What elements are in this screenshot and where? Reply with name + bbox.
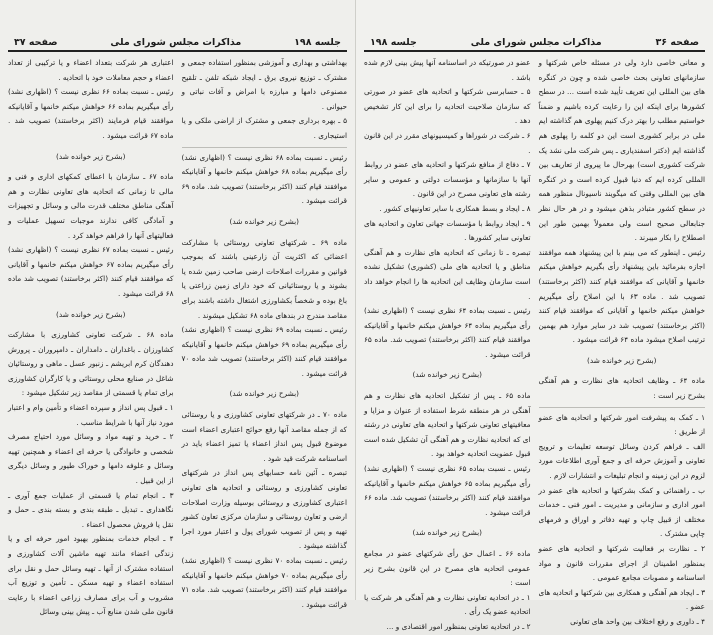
text-columns — [8, 56, 347, 620]
page-number: صفحه ۳۷ — [14, 37, 58, 48]
article-70: ماده ۷۰ ـ در شرکتهای تعاونی کشاورزی و یا روستائی که از جمله مقاصد آنها رفع حوائج اعتباری اعضاء است موضوع قبول پس انداز اعضاء یا تمیز اعضاء باید در اساسنامه شرکت قید شود . — [181, 410, 347, 463]
reading-note: (بشرح زیر خوانده شد) — [56, 151, 126, 161]
clause: ۷ ـ دفاع از منافع شرکتها و اتحادیه های عضو در روابط آنها با سازمانها و مؤسسات دولتی و عمومی و سایر رشته های تعاونی مصرح در این قانون . — [364, 160, 531, 199]
page-number: صفحه ۳۶ — [655, 37, 699, 48]
clause: ۱ ـ کمک به پیشرفت امور شرکتها و اتحادیه های عضو از طریق : — [538, 412, 705, 437]
speaker-paragraph: رئیس ـ نسبت بماده ۶۹ نظری نیست ؟ (اظهاری نشد) رأی میگیریم بماده ۶۹ خواهش میکنم خانمها و آقایانیکه موافقند قیام کنند (اکثر برخاستند) تصویب شد ماده ۷۰ قرائت میشود . — [181, 325, 347, 378]
text-column-right — [539, 56, 706, 635]
reading-note: (بشرح زیر خوانده شد) — [412, 528, 482, 538]
paragraph: ۵ ـ بهره برداری جمعی و مشترک از اراضی ملکی و یا استیجاری . — [181, 116, 347, 140]
publication-title: مذاکرات مجلس شورای ملی — [470, 37, 602, 48]
divider — [539, 407, 706, 408]
page-37 — [0, 0, 356, 617]
reading-note: (بشرح زیر خوانده شد) — [56, 309, 126, 319]
speaker-paragraph: رئیس ـ نسبت بماده ۷۰ نظری نیست ؟ (اظهاری نشد) رأی میگیریم بماده ۷۰ خواهش میکنم خانمها و آقایانیکه موافقند قیام کنند (اکثر برخاستند) تصویب شد. ماده ۷۱ قرائت میشود . — [181, 556, 347, 609]
article-68: ماده ۶۸ ـ شرکت تعاونی کشاورزی با مشارکت کشاورزان ـ باغداران ـ دامداران ـ دامپروران ـ پرورش دهندگان کرم ابریشم ـ زنبور عسل ـ ماهی و روستائیان شاغل در صنایع محلی روستائی و یا کارگران کشاورزی برای تمام یا قسمتی از مقاصد زیر تشکیل میشود : — [8, 330, 174, 398]
text-column-left — [364, 56, 531, 635]
reading-note: (بشرح زیر خوانده شد) — [587, 355, 657, 365]
text-columns — [364, 56, 705, 635]
article-69: ماده ۶۹ ـ شرکتهای تعاونی روستائی با مشارکت اعضائی که اکثریت آن زارعینی باشند که بموجب قوانین و مقررات اصلاحات ارضی صاحب زمین شده یا بشوند و یا روستائیانی که خود دارای زمین زراعتی یا باغ بوده و شخصاً بکشاورزی اشتغال داشته باشند برای مقاصد مندرج در بندهای ماده ۶۸ تشکیل میشوند . — [181, 237, 347, 320]
article-67: ماده ۶۷ ـ سازمان با اعطای کمکهای اداری و فنی و مالی تا زمانی که اتحادیه های تعاونی نظارت و هم آهنگی مناطق مختلف قدرت مالی و وسائل و تجهیزات و آمادگی کافی ندارند موجبات تسهیل عملیات و فعالیتهای آنها را فراهم خواهد کرد . — [8, 172, 174, 240]
paragraph: بهداشتی و بهداری و آموزشی بمنظور استفاده جمعی و مشترک ـ توزیع نیروی برق ـ ایجاد شبکه تلفن ـ تلقیح مصنوعی دامها و مبارزه با امراض و آفات نباتی و حیوانی . — [181, 58, 347, 111]
clause: الف ـ فراهم کردن وسائل توسعه تعلیمات و ترویج تعاونی و آموزش حرفه ای و جمع آوری اطلاعات مورد لزوم در این زمینه و انجام تبلیغات و انتشارات لازم . — [538, 441, 705, 481]
clause: ۹ ـ ایجاد روابط با مؤسسات جهانی تعاون و اتحادیه های تعاونی سایر کشورها . — [364, 218, 531, 243]
paragraph: و معانی خاصی دارد ولی در مسئله خاص شرکتها و سازمانهای تعاونی بحث خاصی شده و چون در کنگره های بین المللی این تعریف تأیید شده است ... در سطح کشورها برای اینکه این را رعایت کرده باشیم و ضمناً خواستیم مطلب را بهتر درک کنیم پهلوی هم گذاشته ایم ملی در برابر کشوری است این دو کلمه را پهلوی هم گذاشته ایم (دکتر اسفندیاری ـ پس شرکت ملی نشد یک شرکت کشوری است) بهرحال ما پیروی از تعاریف بین المللی کرده ایم که دنیا قبول کرده است و در کنگره های بین المللی وقتی که میگویند ناسیونال منظور همه در سطح کشور متبادر بذهن میشود و در هر حال نظر جنابعالی صحیح است ولی معمولاً بهمین طور این اصطلاح را بکار میبرند . — [538, 58, 705, 243]
page-36 — [356, 0, 713, 631]
clause: ۲ ـ خرید و تهیه مواد و وسائل مورد احتیاج مصرف شخصی و خانوادگی یا حرفه ای اعضاء و همچنین تهیه وسائل و علوفه دامها و خوراک طیور و وسائل دیگری از این قبیل . — [8, 432, 174, 486]
note-paragraph: تبصره ـ آئین نامه حسابهای پس انداز در شرکتهای تعاونی کشاورزی و روستائی و اتحادیه های تعاونی اعتباری کشاورزی و روستائی بوسیله وزارت اصلاحات ارضی و تعاون روستائی و سازمان مرکزی تعاون کشور تهیه و پس از تصویب شورای پول و اعتبار مورد اجرا گذاشته میشود . — [181, 468, 347, 551]
speaker-paragraph: رئیس ـ اینطور که می بینم با این پیشنهاد همه موافقند اجازه بفرمائید باین پیشنهاد رأی بگیریم خواهش میکنم خانمها و آقایانی که موافقند قیام کنند (اکثر برخاستند) تصویب شد . ماده ۶۳ با این اصلاح رأی میگیریم خواهش میکنم خانمها و آقایانی که موافقند قیام کنند (اکثر برخاستند) تصویب شد در سایر موارد هم بهمین ترتیب اصلاح میشود ماده ۶۴ قرائت میشود . — [538, 247, 705, 345]
clause: ۸ ـ ایجاد و بسط همکاری با سایر تعاونیهای کشور . — [379, 203, 531, 213]
article-65: ماده ۶۵ ـ پس از تشکیل اتحادیه های نظارت و هم آهنگی در هر منطقه شرط استفاده از عنوان و مزایا و معافیتهای تعاونی شرکتها و اتحادیه های تعاونی در رشته ای که اتحادیه نظارت و هم آهنگی آن تشکیل شده است قبول عضویت اتحادیه خواهد بود . — [364, 391, 531, 459]
clause: ۳ ـ ایجاد هم آهنگی و همکاری بین شرکتها و اتحادیه های عضو . — [538, 587, 705, 612]
article-66: ماده ۶۶ ـ اعمال حق رأی شرکتهای عضو در مجامع عمومی اتحادیه های مصرح در این قانون بشرح زیر است : — [364, 549, 531, 588]
session-number: جلسه ۱۹۸ — [294, 37, 341, 48]
clause: ۶ ـ شرکت در شوراها و کمیسیونهای مقرر در این قانون . — [364, 130, 531, 155]
running-head — [364, 32, 705, 52]
clause: ۲ ـ در اتحادیه تعاونی بمنظور امور اقتصادی و ... — [386, 621, 531, 631]
clause: ۱ ـ در اتحادیه تعاونی نظارت و هم آهنگی هر شرکت یا اتحادیه عضو یک رأی . — [364, 592, 531, 617]
note-paragraph: تبصره ـ تا زمانی که اتحادیه های نظارت و هم آهنگی مناطق و یا اتحادیه های ملی (کشوری) تشکیل نشده است سازمان وظایف این اتحادیه ها را انجام خواهد داد . — [364, 247, 531, 301]
publication-title: مذاکرات مجلس شورای ملی — [110, 37, 242, 48]
speaker-paragraph: رئیس ـ نسبت بماده ۶۵ نظری نیست ؟ (اظهاری نشد) رأی میگیریم بماده ۶۵ خواهش میکنم خانمها و آقایانیکه موافقند قیام کنند (اکثر برخاستند) تصویب شد. ماده ۶۶ قرائت میشود . — [364, 464, 531, 517]
divider — [182, 147, 348, 148]
reading-note: (بشرح زیر خوانده شد) — [412, 370, 482, 380]
text-column-right — [182, 56, 348, 620]
speaker-paragraph: رئیس ـ نسبت بماده ۶۸ نظری نیست ؟ (اظهاری نشد) رأی میگیریم بماده ۶۸ خواهش میکنم خانمها و آقایانیکه موافقند قیام کنند (اکثر برخاستند) تصویب شد. ماده ۶۹ قرائت میشود . — [181, 152, 347, 206]
article-64: ماده ۶۴ ـ وظایف اتحادیه های نظارت و هم آهنگی بشرح زیر است : — [538, 376, 705, 401]
speaker-paragraph: رئیس ـ نسبت بماده ۶۶ نظری نیست ؟ (اظهاری نشد) رأی میگیریم بماده ۶۶ خواهش میکنم خانمها و آقایانیکه موافقند قیام فرمایند (اکثر برخاستند) تصویب شد . ماده ۶۷ قرائت میشود . — [8, 87, 174, 140]
clause: ۳ ـ انجام تمام یا قسمتی از عملیات جمع آوری ـ نگاهداری ـ تبدیل ـ طبقه بندی و بسته بندی ـ حمل و نقل یا فروش محصول اعضاء . — [8, 490, 174, 529]
paragraph: عضو در صورتیکه در اساسنامه آنها پیش بینی لازم شده باشد . — [364, 58, 531, 82]
clause: ۲ ـ نظارت بر فعالیت شرکتها و اتحادیه های عضو بمنظور اطمینان از اجرای مقررات قانون و مواد اساسنامه و مصوبات مجامع عمومی . — [538, 544, 705, 583]
speaker-paragraph: رئیس ـ نسبت بماده ۶۷ نظری نیست ؟ (اظهاری نشد) رأی میگیریم بماده ۶۷ خواهش میکنم خانمها و آقایانی که موافقند قیام کنند (اکثر برخاستند) تصویب شد ماده ۶۸ قرائت میشود . — [8, 245, 174, 298]
running-head — [8, 32, 347, 52]
session-number: جلسه ۱۹۸ — [370, 37, 417, 48]
reading-note: (بشرح زیر خوانده شد) — [229, 216, 299, 226]
clause: ۱ ـ قبول پس انداز و سپرده اعضاء و تأمین وام و اعتبار مورد نیاز آنها با شرایط مناسب . — [8, 403, 174, 427]
clause: ب ـ راهنمائی و کمک بشرکتها و اتحادیه های عضو در امور اداری و سازمانی و مدیریت ـ امور فنی ـ خدمات مختلف از قبیل چاپ و تهیه دفاتر و اوراق و فرمهای چاپی مشترک . — [538, 485, 705, 539]
clause: ۵ ـ حسابرسی شرکتها و اتحادیه های عضو در صورتی که سازمان صلاحیت اتحادیه را برای این کار تشخیص دهد . — [364, 87, 531, 126]
speaker-paragraph: رئیس ـ نسبت بماده ۶۴ نظری نیست ؟ (اظهاری نشد) رأی میگیریم بماده ۶۴ خواهش میکنم خانمها و آقایانیکه موافقند قیام کنند (اکثر برخاستند) تصویب شد. ماده ۶۵ قرائت میشود . — [364, 306, 531, 359]
paragraph: اعتباری هر شرکت بتعداد اعضاء و یا ترکیبی از تعداد اعضاء و حجم معاملات خود با اتحادیه . — [8, 58, 174, 82]
text-column-left — [8, 56, 174, 620]
clause: ۴ ـ داوری و رفع اختلاف بین واحد های تعاونی — [570, 616, 705, 626]
reading-note: (بشرح زیر خوانده شد) — [229, 389, 299, 399]
clause: ۴ ـ انجام خدمات بمنظور بهبود امور حرفه ای و یا زندگی اعضاء مانند تهیه ماشین آلات کشاورزی و استفاده مشترک از آنها ـ تهیه وسائل حمل و نقل برای استفاده اعضاء و تهیه مسکن ـ تأمین و توزیع آب مشروب و آب برای مصارف زراعی اعضاء با رعایت قانون ملی شدن منابع آب ـ پیش بینی وسائل — [8, 534, 174, 617]
